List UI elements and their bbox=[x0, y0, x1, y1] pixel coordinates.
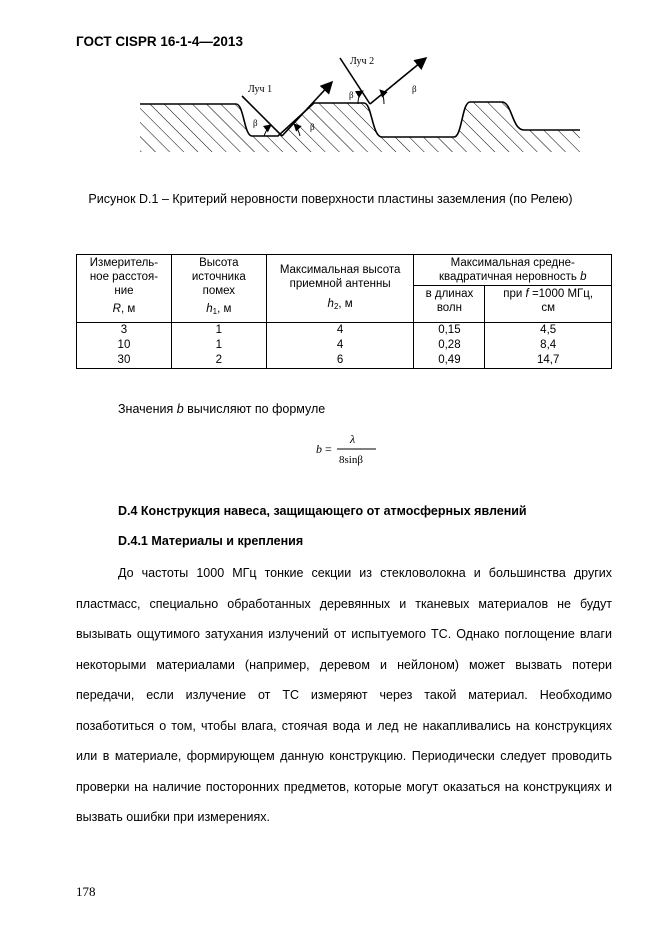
ray2-label: Луч 2 bbox=[350, 56, 375, 67]
formula-lhs: b bbox=[316, 442, 322, 456]
formula-intro: Значения b вычисляют по формуле bbox=[118, 402, 326, 416]
ray2-reflected bbox=[370, 58, 426, 104]
body-paragraph: До частоты 1000 МГц тонкие секции из стекловолокна и большинства других пластмасс, специально обработанных деревянных и тканевых материалов не будут вызывать ощутимого затухания излучений от испытуемого ТС. Однако поглощение влаги некоторыми материалами (например, деревом и нейлоном) может вызвать потери передачи, если излучение от ТС измеряют через такой материал. Необходимо позаботиться о том, чтобы влага, стоячая вода и лед не накапливались на конструкциях или в материале, формирующем данную конструкцию. Периодически следует проводить проверки на наличие посторонних предметов, которые могут оказаться на конструкциях и вызвать ошибки при измерениях. bbox=[76, 566, 612, 824]
formula-denominator: 8sinβ bbox=[339, 454, 363, 466]
header-antenna-height: Максимальная высота приемной антенны $h_2$, м bbox=[266, 255, 414, 323]
header-distance: Измеритель- ное расстоя- ние R, м bbox=[77, 255, 172, 323]
formula-eq: = bbox=[325, 442, 332, 456]
header-source-height: Высота источника помех $h_1$, м bbox=[171, 255, 266, 323]
figure-caption: Рисунок D.1 – Критерий неровности поверхности пластины заземления (по Релею) bbox=[88, 192, 573, 206]
ray1-angle-left bbox=[264, 125, 271, 136]
ground-surface bbox=[140, 102, 580, 152]
section-heading: D.4 Конструкция навеса, защищающего от атмосферных явлений bbox=[118, 504, 527, 518]
table-row: 3 1 4 0,15 4,5 bbox=[77, 323, 612, 339]
ray1-label: Луч 1 bbox=[248, 84, 273, 95]
table-row: 30 2 6 0,49 14,7 bbox=[77, 353, 612, 369]
angle-label-4: β bbox=[412, 84, 417, 94]
header-cm: при f =1000 МГц, см bbox=[485, 286, 612, 323]
angle-label-3: β bbox=[349, 90, 354, 100]
formula-numerator: λ bbox=[350, 432, 356, 446]
table-row: 10 1 4 0,28 8,4 bbox=[77, 338, 612, 353]
angle-label-1: β bbox=[253, 118, 258, 128]
roughness-formula bbox=[300, 428, 400, 468]
header-roughness: Максимальная средне- квадратичная неровность b bbox=[414, 255, 612, 286]
ground-roughness-figure bbox=[140, 52, 580, 182]
header-wavelengths: в длинах волн bbox=[414, 286, 485, 323]
subsection-heading: D.4.1 Материалы и крепления bbox=[118, 534, 304, 548]
angle-label-2: β bbox=[310, 122, 315, 132]
document-header: ГОСТ CISPR 16-1-4—2013 bbox=[76, 34, 243, 49]
roughness-table bbox=[76, 254, 612, 369]
ray1-incident bbox=[242, 96, 282, 136]
page-number: 178 bbox=[76, 884, 96, 899]
